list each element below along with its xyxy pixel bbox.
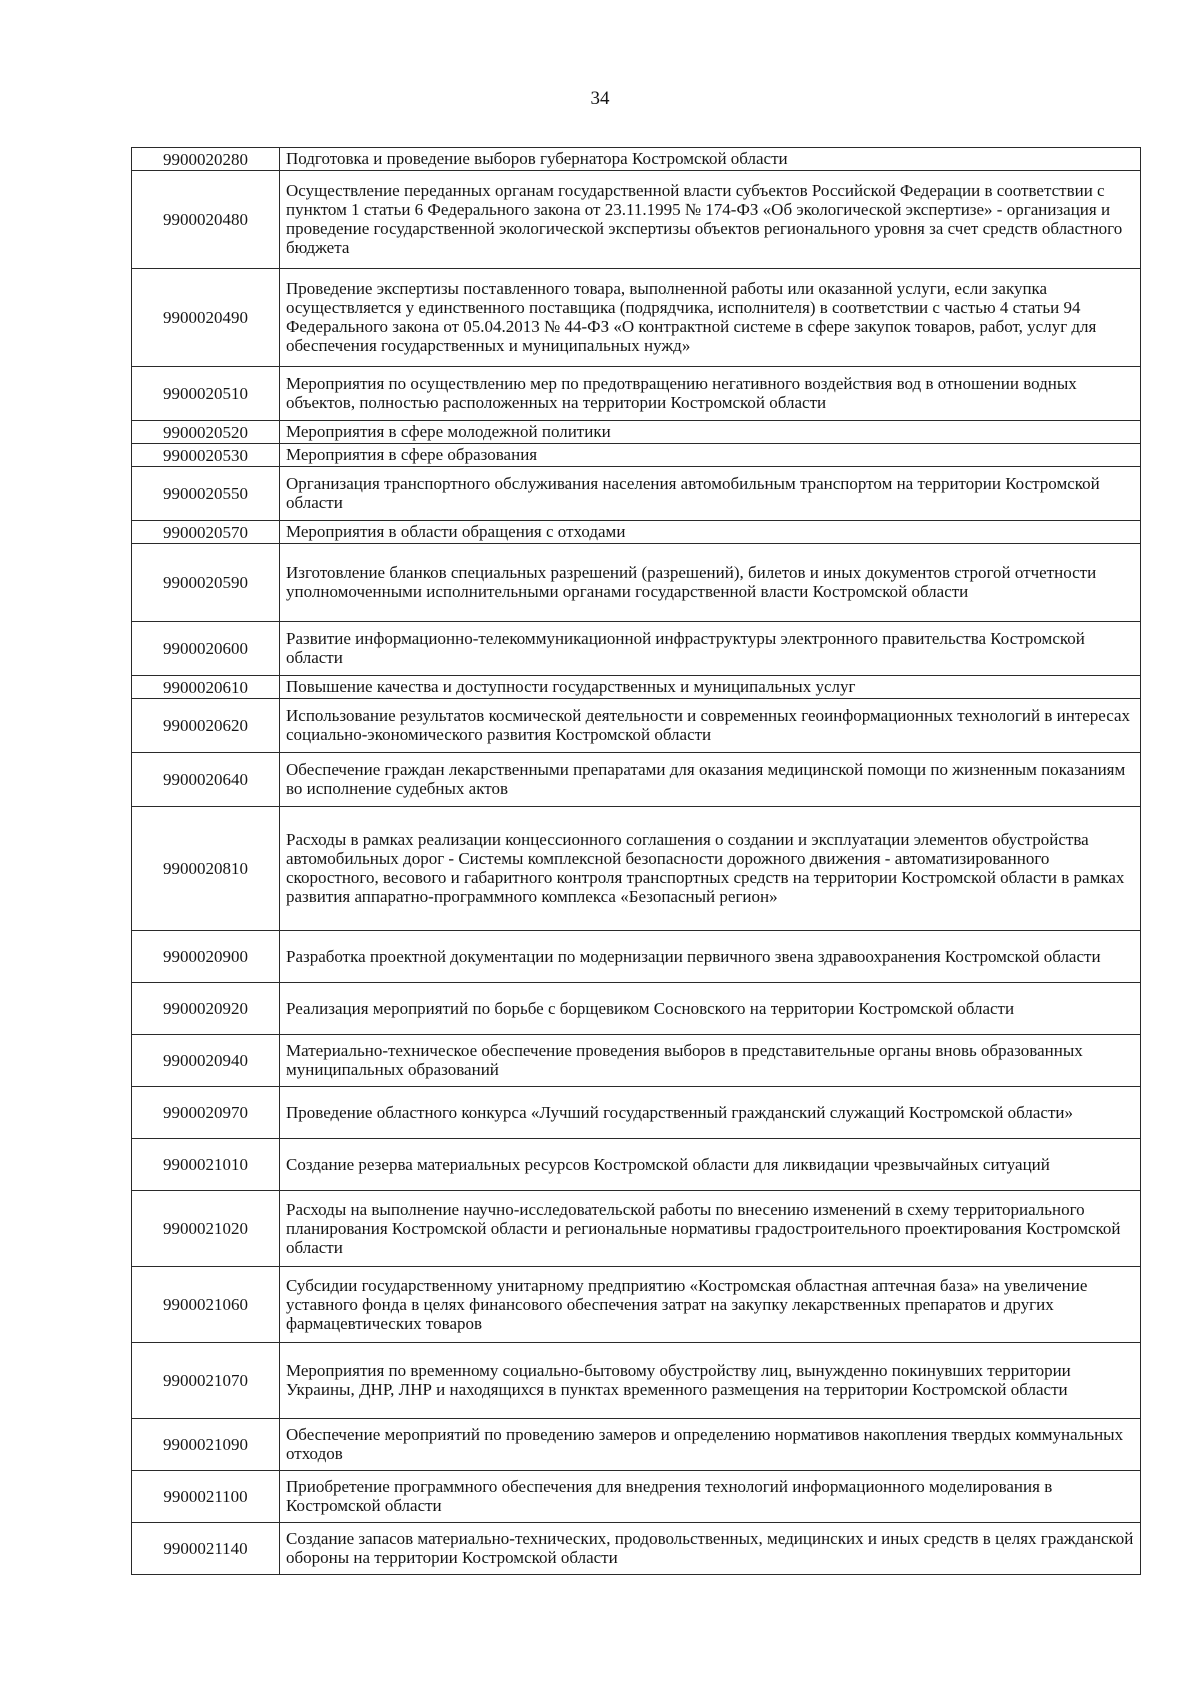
row-description: Мероприятия в сфере образования (280, 444, 1141, 467)
row-description: Изготовление бланков специальных разрешений (разрешений), билетов и иных документов строгой отчетности уполномоченными исполнительными органами государственной власти Костромской области (280, 544, 1141, 622)
row-code: 9900021070 (132, 1343, 280, 1419)
table-row (132, 421, 1141, 444)
row-code: 9900020600 (132, 622, 280, 676)
table-row (132, 1471, 1141, 1523)
row-description: Мероприятия по осуществлению мер по предотвращению негативного воздействия вод в отношении водных объектов, полностью расположенных на территории Костромской области (280, 367, 1141, 421)
table-row (132, 807, 1141, 931)
table-row (132, 521, 1141, 544)
row-code: 9900020280 (132, 148, 280, 171)
table-row (132, 444, 1141, 467)
table-row (132, 1191, 1141, 1267)
table-row (132, 148, 1141, 171)
row-description: Обеспечение граждан лекарственными препаратами для оказания медицинской помощи по жизненным показаниям во исполнение судебных актов (280, 753, 1141, 807)
row-code: 9900020970 (132, 1087, 280, 1139)
row-code: 9900020570 (132, 521, 280, 544)
row-description: Создание резерва материальных ресурсов Костромской области для ликвидации чрезвычайных ситуаций (280, 1139, 1141, 1191)
table-row (132, 1087, 1141, 1139)
row-code: 9900020640 (132, 753, 280, 807)
table-row (132, 676, 1141, 699)
row-code: 9900020530 (132, 444, 280, 467)
row-description: Мероприятия по временному социально-бытовому обустройству лиц, вынужденно покинувших территории Украины, ДНР, ЛНР и находящихся в пунктах временного размещения на территории Костромской области (280, 1343, 1141, 1419)
table-row (132, 699, 1141, 753)
row-code: 9900020550 (132, 467, 280, 521)
row-description: Реализация мероприятий по борьбе с борщевиком Сосновского на территории Костромской области (280, 983, 1141, 1035)
row-code: 9900020520 (132, 421, 280, 444)
row-description: Проведение областного конкурса «Лучший государственный гражданский служащий Костромской области» (280, 1087, 1141, 1139)
row-description: Повышение качества и доступности государственных и муниципальных услуг (280, 676, 1141, 699)
row-description: Расходы на выполнение научно-исследовательской работы по внесению изменений в схему территориального планирования Костромской области и региональные нормативы градостроительного проектирования Костромской области (280, 1191, 1141, 1267)
row-code: 9900021090 (132, 1419, 280, 1471)
table-row (132, 1139, 1141, 1191)
row-code: 9900021060 (132, 1267, 280, 1343)
row-description: Создание запасов материально-технических, продовольственных, медицинских и иных средств в целях гражданской обороны на территории Костромской области (280, 1523, 1141, 1575)
table-row (132, 1035, 1141, 1087)
row-description: Мероприятия в сфере молодежной политики (280, 421, 1141, 444)
table-row (132, 171, 1141, 269)
row-description: Использование результатов космической деятельности и современных геоинформационных технологий в интересах социально-экономического развития Костромской области (280, 699, 1141, 753)
row-description: Приобретение программного обеспечения для внедрения технологий информационного моделирования в Костромской области (280, 1471, 1141, 1523)
row-code: 9900020510 (132, 367, 280, 421)
table-row (132, 1343, 1141, 1419)
row-code: 9900021140 (132, 1523, 280, 1575)
row-description: Обеспечение мероприятий по проведению замеров и определению нормативов накопления твердых коммунальных отходов (280, 1419, 1141, 1471)
table-row (132, 367, 1141, 421)
table-row (132, 753, 1141, 807)
row-code: 9900020620 (132, 699, 280, 753)
row-code: 9900020590 (132, 544, 280, 622)
table-row (132, 931, 1141, 983)
table-row (132, 1267, 1141, 1343)
row-code: 9900020940 (132, 1035, 280, 1087)
budget-codes-table (131, 147, 1141, 1575)
row-code: 9900020480 (132, 171, 280, 269)
row-code: 9900021010 (132, 1139, 280, 1191)
row-code: 9900021020 (132, 1191, 280, 1267)
row-description: Проведение экспертизы поставленного товара, выполненной работы или оказанной услуги, если закупка осуществляется у единственного поставщика (подрядчика, исполнителя) в соответствии с частью 4 статьи 94 Федерального закона от 05.04.2013 № 44-ФЗ «О контрактной системе в сфере закупок товаров, работ, услуг для обеспечения государственных и муниципальных нужд» (280, 269, 1141, 367)
row-description: Осуществление переданных органам государственной власти субъектов Российской Федерации в соответствии с пунктом 1 статьи 6 Федерального закона от 23.11.1995 № 174-ФЗ «Об экологической экспертизе» - организация и проведение государственной экологической экспертизы объектов регионального уровня за счет средств областного бюджета (280, 171, 1141, 269)
table-row (132, 622, 1141, 676)
row-code: 9900021100 (132, 1471, 280, 1523)
row-description: Подготовка и проведение выборов губернатора Костромской области (280, 148, 1141, 171)
table-row (132, 1419, 1141, 1471)
page-number: 34 (590, 88, 610, 109)
table-row (132, 544, 1141, 622)
table-row (132, 1523, 1141, 1575)
table-body (132, 148, 1141, 1575)
row-description: Субсидии государственному унитарному предприятию «Костромская областная аптечная база» на увеличение уставного фонда в целях финансового обеспечения затрат на закупку лекарственных препаратов и других фармацевтических товаров (280, 1267, 1141, 1343)
row-description: Мероприятия в области обращения с отходами (280, 521, 1141, 544)
table-row (132, 467, 1141, 521)
row-description: Разработка проектной документации по модернизации первичного звена здравоохранения Костромской области (280, 931, 1141, 983)
row-description: Расходы в рамках реализации концессионного соглашения о создании и эксплуатации элементов обустройства автомобильных дорог - Системы комплексной безопасности дорожного движения - автоматизированного скоростного, весового и габаритного контроля транспортных средств на территории Костромской области в рамках развития аппаратно-программного комплекса «Безопасный регион» (280, 807, 1141, 931)
row-code: 9900020920 (132, 983, 280, 1035)
row-description: Организация транспортного обслуживания населения автомобильным транспортом на территории Костромской области (280, 467, 1141, 521)
row-code: 9900020810 (132, 807, 280, 931)
row-code: 9900020610 (132, 676, 280, 699)
row-description: Развитие информационно-телекоммуникационной инфраструктуры электронного правительства Костромской области (280, 622, 1141, 676)
table-row (132, 269, 1141, 367)
row-code: 9900020490 (132, 269, 280, 367)
table-row (132, 983, 1141, 1035)
row-description: Материально-техническое обеспечение проведения выборов в представительные органы вновь образованных муниципальных образований (280, 1035, 1141, 1087)
row-code: 9900020900 (132, 931, 280, 983)
